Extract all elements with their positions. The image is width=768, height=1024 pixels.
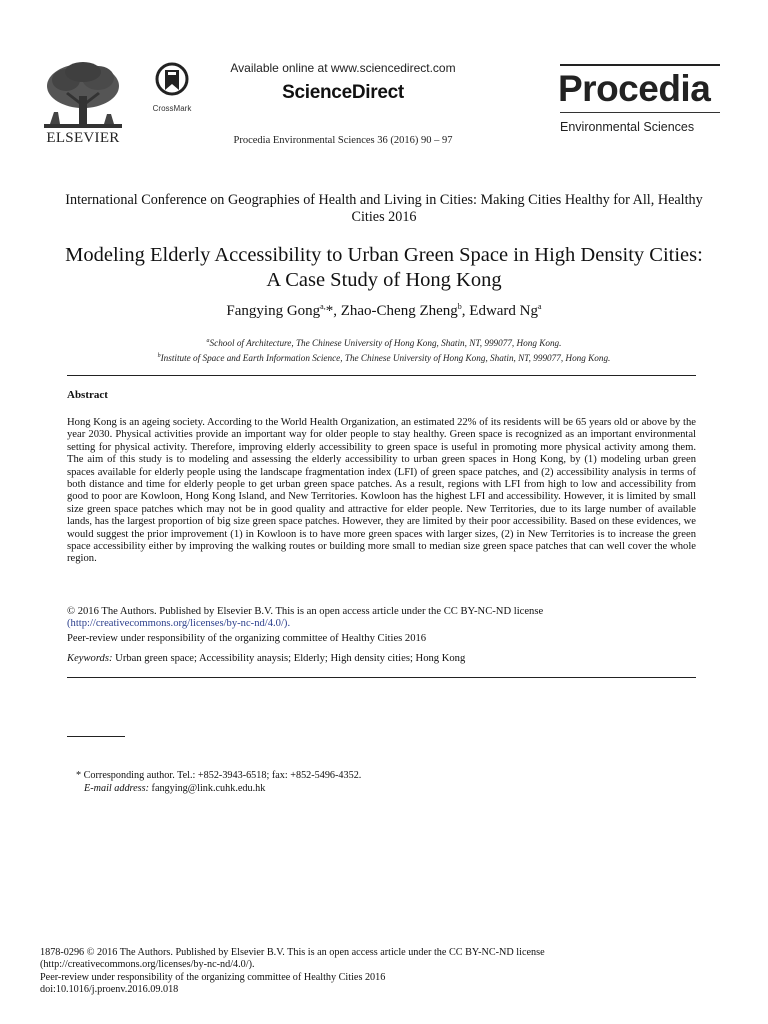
keywords-label: Keywords: xyxy=(67,653,113,664)
abstract-heading: Abstract xyxy=(67,389,108,401)
crossmark-icon xyxy=(155,62,189,98)
paper-title: Modeling Elderly Accessibility to Urban Green Space in High Density Cities: A Case Study of Hong Kong xyxy=(65,244,703,291)
conference-name: International Conference on Geographies of Health and Living in Cities: Making Cities Healthy for All, Healthy Cities 2016 xyxy=(65,192,703,225)
author-sep: *, xyxy=(325,303,341,319)
publisher-name: ELSEVIER xyxy=(46,130,120,146)
affiliation-line xyxy=(60,350,708,365)
journal-reference: Procedia Environmental Sciences 36 (2016) 90 – 97 xyxy=(233,135,453,146)
affiliations xyxy=(60,335,708,364)
sciencedirect-logo: ScienceDirect xyxy=(282,82,404,103)
procedia-bottom-rule xyxy=(560,112,720,113)
affiliation-mark: a xyxy=(206,338,210,344)
author-list xyxy=(60,302,708,320)
email-address[interactable]: fangying@link.cuhk.edu.hk xyxy=(149,783,266,794)
abstract-top-rule xyxy=(67,375,696,376)
footer-doi[interactable]: doi:10.1016/j.proenv.2016.09.018 xyxy=(40,983,179,995)
journal-brand: Procedia xyxy=(558,68,711,109)
author-name: Edward Ng xyxy=(469,303,539,319)
affiliation-line xyxy=(60,335,708,350)
corresponding-author: * Corresponding author. Tel.: +852-3943-6518; fax: +852-5496-4352. xyxy=(76,770,362,781)
footer-peer-review: Peer-review under responsibility of the organizing committee of Healthy Cities 2016 xyxy=(40,971,386,983)
author-affil-mark: b xyxy=(457,302,462,311)
author-affil-mark: a, xyxy=(320,302,326,311)
footnote-rule xyxy=(67,736,125,737)
license-text: © 2016 The Authors. Published by Elsevier B.V. This is an open access article under the CC BY-NC-ND license xyxy=(67,606,544,617)
license-notice xyxy=(67,606,696,631)
abstract-body: Hong Kong is an ageing society. According to the World Health Organization, an estimated 22% of its residents will be 65 years old or above by the year 2030. Physical activities provide an important way for older people to stay healthy. Green space is recognized as an important environmental setting for physical activity. Therefore, improving elderly accessibility to green space is useful in promoting more physical activity among them. The aim of this study is to modeling and assessing the elderly accessibility to urban green spaces in Hong Kong, by (1) modeling urban green spaces available for elderly people using the landscape fragmentation index (LFI) of green space patches, and (2) accessibility analysis in terms of both distance and time for elderly people to get urban green space patches. As a result, regions with LFI from high to low and accessibility from good to poor are Kowloon, Hong Kong Island, and New Territories. Kowloon has the highest LFI and accessibility. However, it is limited by small size green space patches which may not be in good quality and attractive for elder people. New Territories, due to its large number of available lands, has the largest proportion of big size green space patches. However, they are limited by their poor accessibility. Based on these evidences, we would suggest the prior improvement (1) in Kowloon is to have more green spaces with larger sizes, (2) in New Territories is to increase the green space accessibility either by improving the walking routes or building more small to median size green space patches that can well cover the whole region. xyxy=(67,417,696,565)
author-name: Zhao-Cheng Zheng xyxy=(340,303,458,319)
footer-issn-license: 1878-0296 © 2016 The Authors. Published by Elsevier B.V. This is an open access article under the CC BY-NC-ND license xyxy=(40,947,545,958)
available-online-text: Available online at www.sciencedirect.com xyxy=(230,61,456,75)
footer-license-link[interactable]: (http://creativecommons.org/licenses/by-nc-nd/4.0/). xyxy=(40,959,255,971)
email-label: E-mail address: xyxy=(84,783,149,794)
journal-subtitle: Environmental Sciences xyxy=(560,120,695,134)
affiliation-text: Institute of Space and Earth Information Science, The Chinese University of Hong Kong, Shatin, NT, 999077, Hong Kong. xyxy=(160,352,611,363)
crossmark-badge[interactable] xyxy=(148,62,196,113)
peer-review-note: Peer-review under responsibility of the organizing committee of Healthy Cities 2016 xyxy=(67,633,427,644)
crossmark-label: CrossMark xyxy=(152,104,192,113)
author-affil-mark: a xyxy=(538,302,542,311)
author-name: Fangying Gong xyxy=(226,303,321,319)
affiliation-text: School of Architecture, The Chinese University of Hong Kong, Shatin, NT, 999077, Hong Kong. xyxy=(209,338,562,349)
procedia-top-rule xyxy=(560,64,720,66)
author-sep: , xyxy=(461,303,470,319)
author-email xyxy=(84,783,265,794)
keywords-list: Urban green space; Accessibility anaysis; Elderly; High density cities; Hong Kong xyxy=(112,653,466,664)
abstract-bottom-rule xyxy=(67,677,696,678)
page-footer xyxy=(40,947,730,996)
license-link[interactable]: (http://creativecommons.org/licenses/by-nc-nd/4.0/). xyxy=(67,618,291,630)
affiliation-mark: b xyxy=(157,352,161,359)
keywords xyxy=(67,653,696,664)
